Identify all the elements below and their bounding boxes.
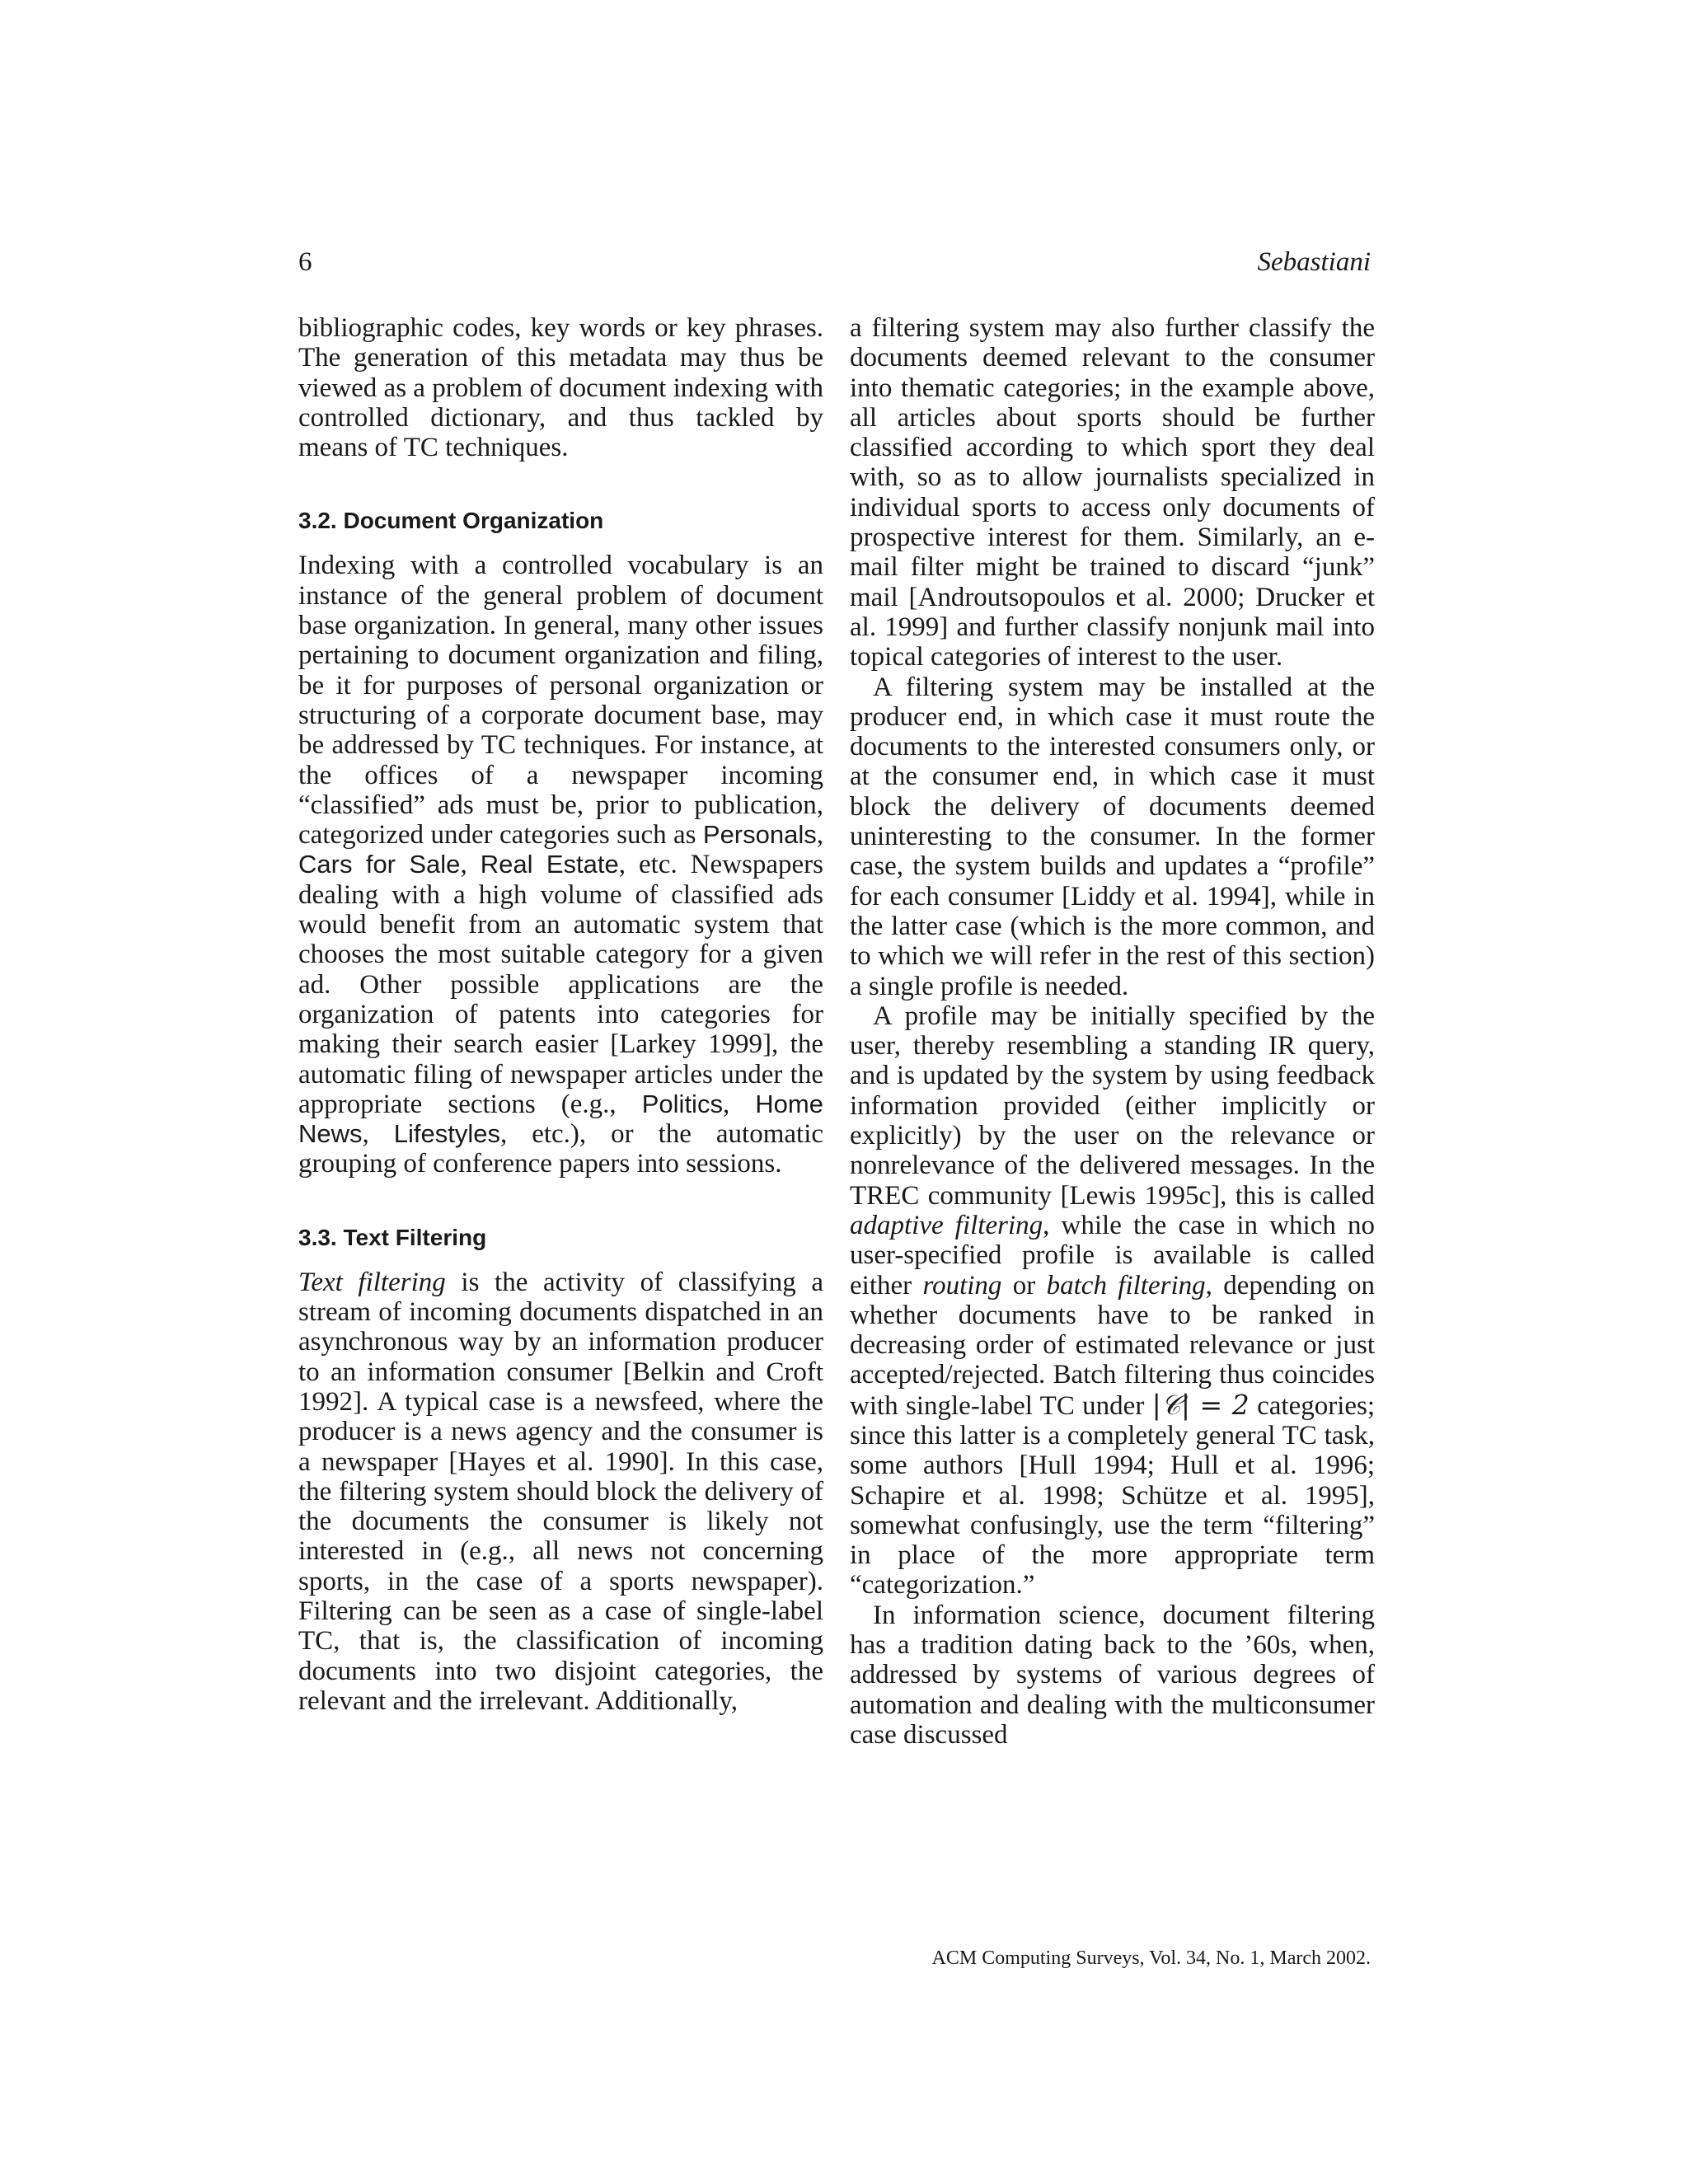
section-lifestyles: Lifestyles xyxy=(393,1119,500,1149)
section-home-news: Home News xyxy=(298,1089,823,1149)
math-category-count: |𝒞| = 2 xyxy=(1151,1388,1250,1421)
term-batch-filtering: batch filtering xyxy=(1046,1270,1206,1301)
term-adaptive-filtering: adaptive filtering xyxy=(850,1210,1043,1240)
text-run: etc.), or the automatic grouping of conference papers into sessions. xyxy=(298,1119,824,1179)
text-run: , while the case in which no user-specified profile is available is called either xyxy=(850,1210,1376,1301)
term-text-filtering: Text filtering xyxy=(298,1267,446,1297)
text-run: etc. Newspapers dealing with a high volume of classified ads would benefit from an automatic system that chooses the most suitable category for a given ad. Other possible applications are the organization of patents into categories for making their search easier [Larkey 1999], the automatic filing of newspaper articles under the appropriate sections (e.g., xyxy=(298,850,823,1119)
text-run: , depending on whether documents have to be ranked in decreasing order of estimated relevance or just accepted/rejected. Batch filtering thus coincides with single-label TC under xyxy=(850,1270,1376,1421)
paragraph xyxy=(298,1268,823,1716)
section-politics: Politics xyxy=(641,1089,723,1118)
footer-citation: ACM Computing Surveys, Vol. 34, No. 1, March 2002. xyxy=(931,1947,1371,1969)
paragraph: Indexing with a controlled vocabulary is an instance of the general problem of document base organization. In general, many other issues pertaining to document organization and filing, be it for purposes of personal organization or structuring of a corporate document base, may be addressed by TC techniques. For instance, at the offices of a newspaper incoming “classified” ads must be, prior to publication, categorized under categories such as Personals, Cars for Sale, Real Estate, etc. Newspapers dealing with a high volume of classified ads would benefit from an automatic system that chooses the most suitable category for a given ad. Other possible applications are the organization of patents into categories for making their search easier [Larkey 1999], the automatic filing of newspaper articles under the appropriate sections (e.g., Politics, Home News, Lifestyles, etc.), or the automatic grouping of conference papers into sessions. xyxy=(298,551,824,1179)
category-cars-for-sale: Cars for Sale xyxy=(298,850,461,879)
text-run: or xyxy=(1012,1270,1036,1301)
text-run: Indexing with a controlled vocabulary is an instance of the general problem of document base organization. In general, many other issues pertaining to document organization and filing, be it for purposes of personal organization or structuring of a corporate document base, may be addressed by TC techniques. For instance, at the offices of a newspaper incoming “classified” ads must be, prior to publication, categorized under categories such as xyxy=(298,551,823,851)
section-heading-text-filtering: 3.3. Text Filtering xyxy=(298,1224,487,1250)
text-run: is the activity of classifying a stream of incoming documents dispatched in an asynchronous way by an information producer to an information consumer [Belkin and Croft 1992]. A typical case is a newsfeed, where the producer is a news agency and the consumer is a newspaper [Hayes et al. 1990]. In this case, the filtering system should block the delivery of the documents the consumer is likely not interested in (e.g., all news not concerning sports, in the case of a sports newspaper). Filtering can be seen as a case of single-label TC, that is, the classification of incoming documents into two disjoint categories, the relevant and the irrelevant. Additionally, xyxy=(298,1267,824,1716)
text-run: categories; since this latter is a completely general TC task, some authors [Hull 1994; Hull et al. 1996; Schapire et al. 1998; Schütze et al. 1995], somewhat confusingly, use the term “filtering” in place of the more appropriate term “categorization.” xyxy=(850,1390,1376,1601)
paragraph: A filtering system may be installed at the producer end, in which case it must route the documents to the interested consumers only, or at the consumer end, in which case it must block the delivery of documents deemed uninteresting to the consumer. In the former case, the system builds and updates a “profile” for each consumer [Liddy et al. 1994], while in the latter case (which is the more common, and to which we will refer in the rest of this section) a single profile is needed. xyxy=(850,672,1375,1001)
category-real-estate: Real Estate xyxy=(480,850,619,879)
paragraph: bibliographic codes, key words or key phrases. The generation of this metadata may thus be viewed as a problem of document indexing with controlled dictionary, and thus tackled by means of TC techniques. xyxy=(298,313,823,463)
section-heading-document-organization: 3.2. Document Organization xyxy=(298,508,604,534)
paragraph: In information science, document filtering has a tradition dating back to the ’60s, when, addressed by systems of various degrees of automation and dealing with the multiconsumer case discussed xyxy=(850,1600,1375,1750)
text-run: A profile may be initially specified by the user, thereby resembling a standing IR query, and is updated by the system by using feedback information provided (either implicitly or explicitly) by the user on the relevance or nonrelevance of the delivered messages. In the TREC community [Lewis 1995c], this is called xyxy=(850,1001,1375,1211)
right-column xyxy=(850,313,1375,1750)
running-head: Sebastiani xyxy=(1257,247,1371,277)
term-routing: routing xyxy=(922,1270,1002,1301)
category-personals: Personals xyxy=(702,820,817,850)
paragraph: a filtering system may also further classify the documents deemed relevant to the consumer into thematic categories; in the example above, all articles about sports should be further classified according to which sport they deal with, so as to allow journalists specialized in individual sports to access only documents of prospective interest for them. Similarly, an e-mail filter might be trained to discard “junk” mail [Androutsopoulos et al. 2000; Drucker et al. 1999] and further classify nonjunk mail into topical categories of interest to the user. xyxy=(850,313,1375,673)
left-column xyxy=(298,313,823,1716)
page-number: 6 xyxy=(298,247,312,277)
paragraph xyxy=(850,1001,1375,1601)
